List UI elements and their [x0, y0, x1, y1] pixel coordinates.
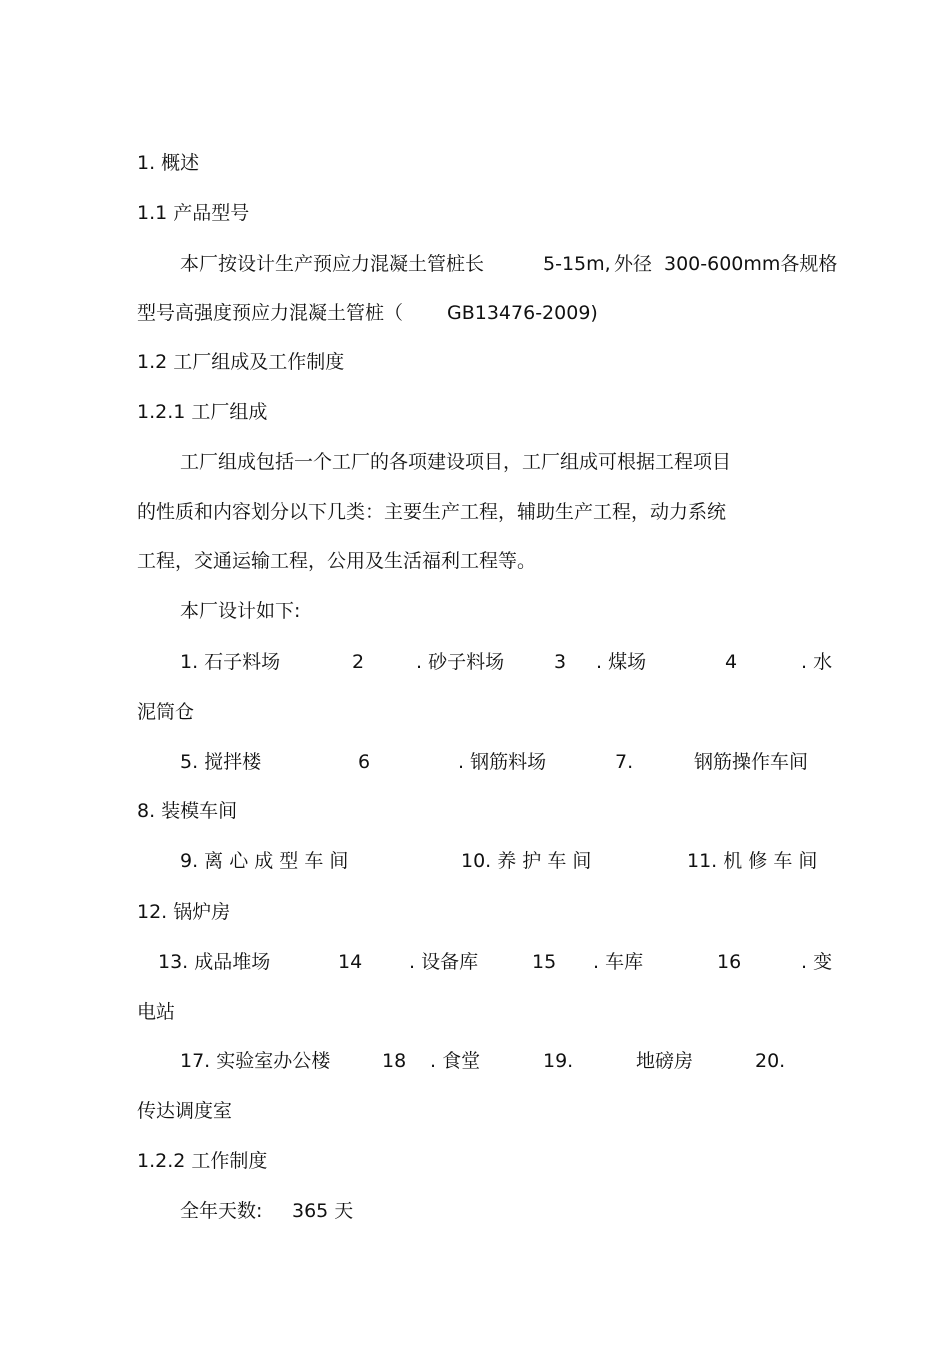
heading-work-system: 1.2.2 工作制度	[137, 1150, 268, 1172]
list-item: . 煤场	[596, 651, 647, 673]
list-number: 20.	[755, 1050, 786, 1072]
heading-product-model: 1.1 产品型号	[137, 202, 250, 224]
list-item-continuation: 电站	[137, 1001, 176, 1023]
list-number: 6	[358, 751, 371, 773]
list-item: 1. 石子料场	[180, 651, 281, 673]
list-item: . 设备库	[409, 951, 479, 973]
list-number: 15	[532, 951, 557, 973]
paragraph-text: 全年天数:	[180, 1200, 263, 1222]
paragraph-line: 工程，交通运输工程，公用及生活福利工程等。	[137, 550, 537, 572]
paragraph-text: 本厂按设计生产预应力混凝土管桩长	[180, 253, 485, 275]
list-item: 11. 机 修 车 间	[687, 850, 818, 872]
list-item: 9. 离 心 成 型 车 间	[180, 850, 349, 872]
list-number: 4	[725, 651, 738, 673]
list-item: 12. 锅炉房	[137, 901, 231, 923]
pile-length-value: 5-15m,	[543, 253, 611, 275]
diameter-value: 300-600mm各规格	[664, 253, 838, 275]
list-number: 3	[554, 651, 567, 673]
list-number: 14	[338, 951, 363, 973]
list-item: 钢筋操作车间	[694, 751, 809, 773]
standard-code: GB13476-2009)	[447, 302, 598, 324]
list-number: 7.	[615, 751, 634, 773]
list-item: 10. 养 护 车 间	[461, 850, 592, 872]
list-item: . 水	[801, 651, 833, 673]
paragraph-text: 外径	[614, 253, 653, 275]
list-item: . 砂子料场	[416, 651, 505, 673]
heading-factory-composition: 1.2.1 工厂组成	[137, 401, 268, 423]
list-number: 18	[382, 1050, 407, 1072]
list-item: . 车库	[593, 951, 644, 973]
list-number: 16	[717, 951, 742, 973]
list-item: 地磅房	[636, 1050, 694, 1072]
list-item: . 食堂	[430, 1050, 481, 1072]
list-item-continuation: 泥筒仓	[137, 701, 195, 723]
paragraph-text: 型号高强度预应力混凝土管桩（	[137, 302, 404, 324]
list-item: 5. 搅拌楼	[180, 751, 262, 773]
list-item: . 变	[801, 951, 833, 973]
days-value: 365 天	[292, 1200, 354, 1222]
list-item: 17. 实验室办公楼	[180, 1050, 331, 1072]
list-item-continuation: 传达调度室	[137, 1100, 233, 1122]
paragraph-design-intro: 本厂设计如下:	[180, 600, 301, 622]
heading-overview: 1. 概述	[137, 152, 200, 174]
heading-factory-composition-and-work-system: 1.2 工厂组成及工作制度	[137, 351, 345, 373]
list-item: 13. 成品堆场	[158, 951, 271, 973]
list-item: 8. 装模车间	[137, 800, 238, 822]
list-number: 2	[352, 651, 365, 673]
list-item: . 钢筋料场	[458, 751, 547, 773]
list-number: 19.	[543, 1050, 574, 1072]
paragraph-line: 的性质和内容划分以下几类：主要生产工程，辅助生产工程，动力系统	[137, 501, 727, 523]
paragraph-line: 工厂组成包括一个工厂的各项建设项目，工厂组成可根据工程项目	[180, 451, 732, 473]
